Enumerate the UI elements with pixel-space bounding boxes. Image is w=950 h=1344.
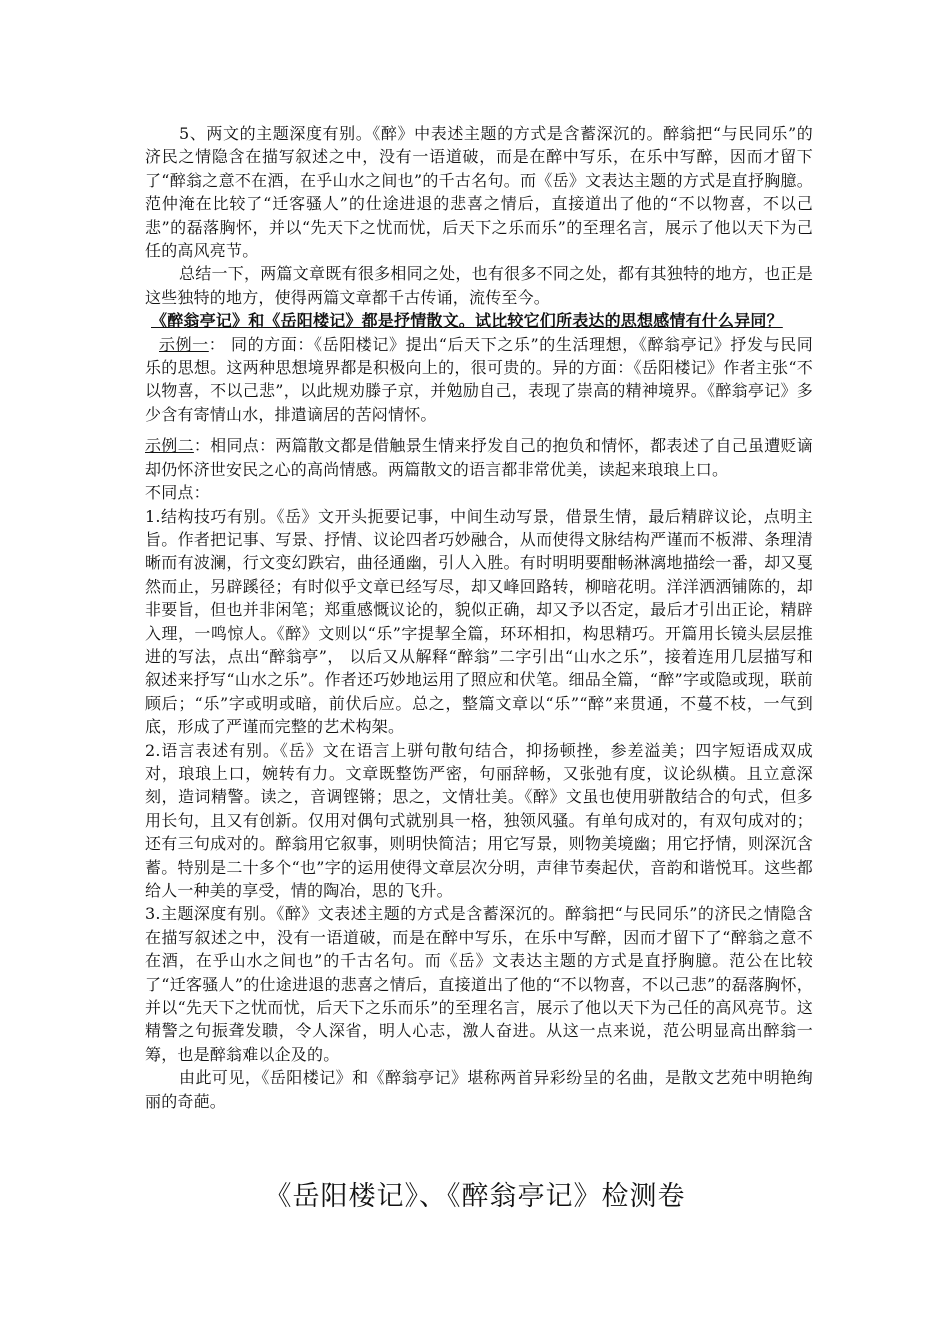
example-two-label: 示例二	[145, 436, 194, 456]
paragraph-summary: 总结一下，两篇文章既有很多相同之处，也有很多不同之处，都有其独特的地方，也正是这些独特的地方，使得两篇文章都千古传诵，流传至今。	[145, 264, 813, 307]
question-heading: 《醉翁亭记》和《岳阳楼记》都是抒情散文。试比较它们所表达的思想感情有什么异同？	[151, 311, 783, 331]
example-one-text: ： 同的方面：《岳阳楼记》提出“后天下之乐”的生活理想，《醉翁亭记》抒发与民同乐的思想。这两种思想境界都是积极向上的，很可贵的。异的方面：《岳阳楼记》作者主张“不以物喜，不以己悲”，以此规劝滕子京，并勉励自己，表现了崇高的精神境界。《醉翁亭记》多少含有寄情山水，排遣谪居的苦闷情怀。	[145, 334, 813, 424]
example-one	[145, 333, 813, 427]
difference-language: 2.语言表述有别。《岳》文在语言上骈句散句结合，抑扬顿挫，参差溢美；四字短语成双成对，琅琅上口，婉转有力。文章既整饬严密，句丽辞畅，又张弛有度，议论纵横。且立意深刻，造词精警。读之，音调铿锵；思之，文情壮美。《醉》文虽也使用骈散结合的句式，但多用长句，且又有创新。仅用对偶句式就别具一格，独领风骚。有单句成对的，有双句成对的；还有三句成对的。醉翁用它叙事，则明快简洁；用它写景，则物美境幽；用它抒情，则深沉含蓄。特别是二十多个“也”字的运用使得文章层次分明，声律节奏起伏，音韵和谐悦耳。这些都给人一种美的享受，情的陶冶，思的飞升。	[145, 740, 813, 900]
difference-theme: 3.主题深度有别。《醉》文表述主题的方式是含蓄深沉的。醉翁把“与民同乐”的济民之情隐含在描写叙述之中，没有一语道破，而是在醉中写乐，在乐中写醉，因而才留下了“醉翁之意不在酒，在乎山水之间也”的千古名句。而《岳》文表达主题的方式是直抒胸臆。范公在比较了“迁客骚人”的仕途进退的悲喜之情后，直接道出了他的“不以物喜，不以己悲”的磊落胸怀，并以“先天下之忧而忧，后天下之乐而乐”的至理名言，展示了他以天下为己任的高风亮节。这精警之句振聋发聩，令人深省，明人心志，激人奋进。从这一点来说，范公明显高出醉翁一筹，也是醉翁难以企及的。	[145, 904, 813, 1064]
example-two	[145, 434, 813, 481]
differences-label: 不同点：	[145, 483, 210, 503]
exam-title: 《岳阳楼记》、《醉翁亭记》检测卷	[264, 1181, 686, 1212]
example-one-label: 示例一	[159, 334, 209, 354]
document-body	[145, 122, 813, 1113]
paragraph-theme-depth: 5、两文的主题深度有别。《醉》中表述主题的方式是含蓄深沉的。醉翁把“与民同乐”的济民之情隐含在描写叙述之中，没有一语道破，而是在醉中写乐，在乐中写醉，因而才留下了“醉翁之意不在酒，在乎山水之间也”的千古名句。而《岳》文表达主题的方式是直抒胸臆。范仲淹在比较了“迁客骚人”的仕途进退的悲喜之情后，直接道出了他的“不以物喜，不以己悲”的磊落胸怀，并以“先天下之忧而忧，后天下之乐而乐”的至理名言，展示了他以天下为己任的高风亮节。	[145, 124, 813, 261]
example-two-text: ：相同点：两篇散文都是借触景生情来抒发自己的抱负和情怀，都表述了自己虽遭贬谪却仍怀济世安民之心的高尚情感。两篇散文的语言都非常优美，读起来琅琅上口。	[145, 436, 813, 479]
paragraph-conclusion: 由此可见，《岳阳楼记》和《醉翁亭记》堪称两首异彩纷呈的名曲，是散文艺苑中明艳绚丽的奇葩。	[145, 1068, 813, 1111]
difference-structure: 1.结构技巧有别。《岳》文开头扼要记事，中间生动写景，借景生情，最后精辟议论，点明主旨。作者把记事、写景、抒情、议论四者巧妙融合，从而使得文脉结构严谨而不板滞、条理清晰而有波澜，行文变幻跌宕，曲径通幽，引人入胜。有时明明要酣畅淋漓地描绘一番，却又戛然而止，另辟蹊径；有时似乎文章已经写尽，却又峰回路转，柳暗花明。洋洋洒洒铺陈的，却非要旨，但也并非闲笔；郑重感慨议论的，貌似正确，却又予以否定，最后才引出正论，精辟入理，一鸣惊人。《醉》文则以“乐”字提挈全篇，环环相扣，构思精巧。开篇用长镜头层层推进的写法，点出“醉翁亭”， 以后又从解释“醉翁”二字引出“山水之乐”，接着连用几层描写和叙述来抒写“山水之乐”。作者还巧妙地运用了照应和伏笔。细品全篇，“醉”字或隐或现，联前顾后；“乐”字或明或暗，前伏后应。总之，整篇文章以“乐”“醉”来贯通，不蔓不枝，一气到底，形成了严谨而完整的艺术构架。	[145, 506, 813, 737]
